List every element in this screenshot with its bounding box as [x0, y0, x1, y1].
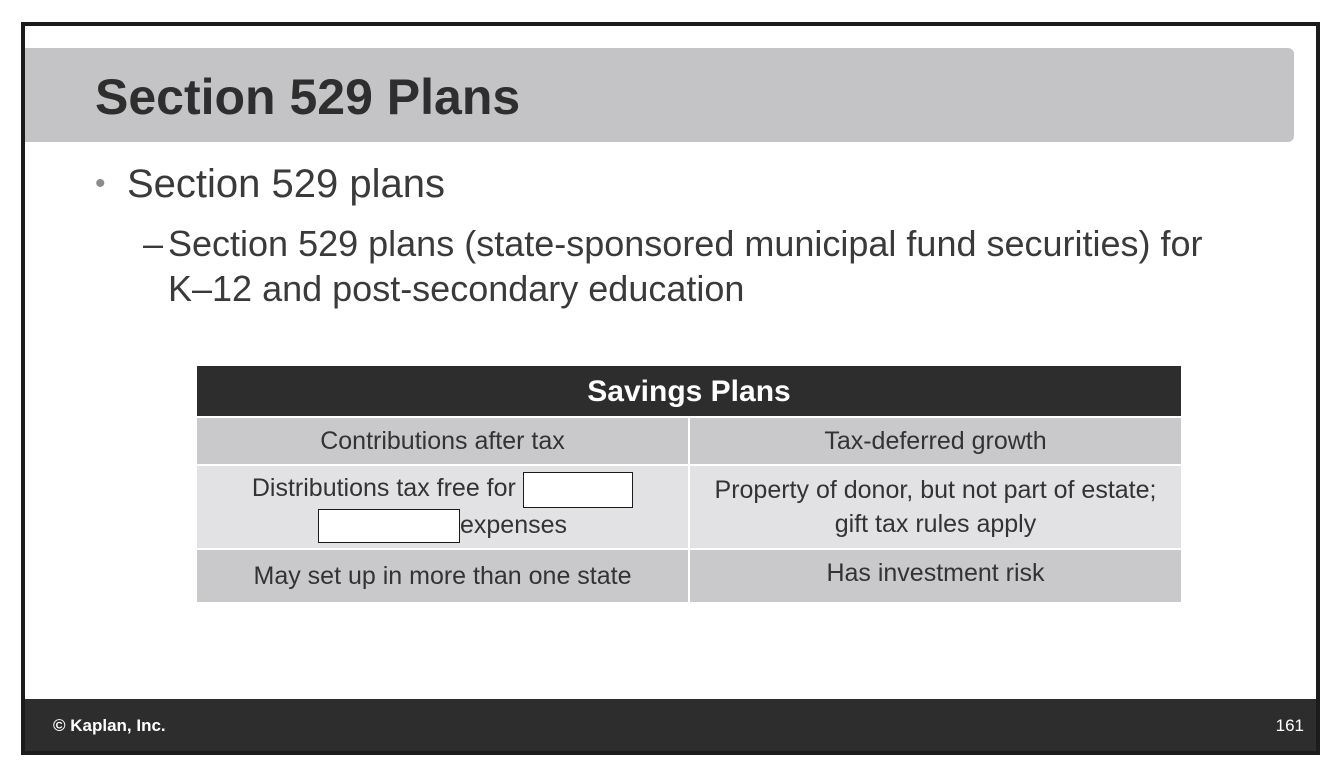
cell-text: expenses	[459, 510, 568, 539]
dash-icon: –	[143, 223, 164, 264]
redaction-box	[318, 509, 460, 543]
sub-bullet-text: Section 529 plans (state-sponsored municipal fund securities) for K–12 and post-secondary education	[168, 223, 1203, 309]
cell-text: Distributions tax free for	[251, 474, 516, 503]
page-number: 161	[1275, 716, 1304, 735]
table-header: Savings Plans	[197, 366, 1181, 416]
table-cell: Property of donor, but not part of estate; gift tax rules apply	[688, 466, 1181, 548]
table-row	[197, 416, 1181, 464]
table-cell: May set up in more than one state	[253, 562, 632, 590]
table-cell: Contributions after tax	[320, 427, 565, 455]
bullet-dot-icon: •	[95, 167, 106, 200]
table-cell: Tax-deferred growth	[688, 418, 1181, 464]
slide-title: Section 529 Plans	[95, 69, 521, 125]
savings-plans-table	[197, 366, 1181, 602]
footer-bar	[25, 699, 1316, 751]
slide	[21, 22, 1320, 755]
bullet-text: Section 529 plans	[127, 162, 446, 206]
table-cell	[197, 466, 688, 548]
table-row	[197, 548, 1181, 602]
copyright-text: © Kaplan, Inc.	[53, 716, 166, 735]
table-cell: Has investment risk	[688, 550, 1181, 602]
redaction-box	[523, 472, 633, 508]
table-row	[197, 464, 1181, 548]
